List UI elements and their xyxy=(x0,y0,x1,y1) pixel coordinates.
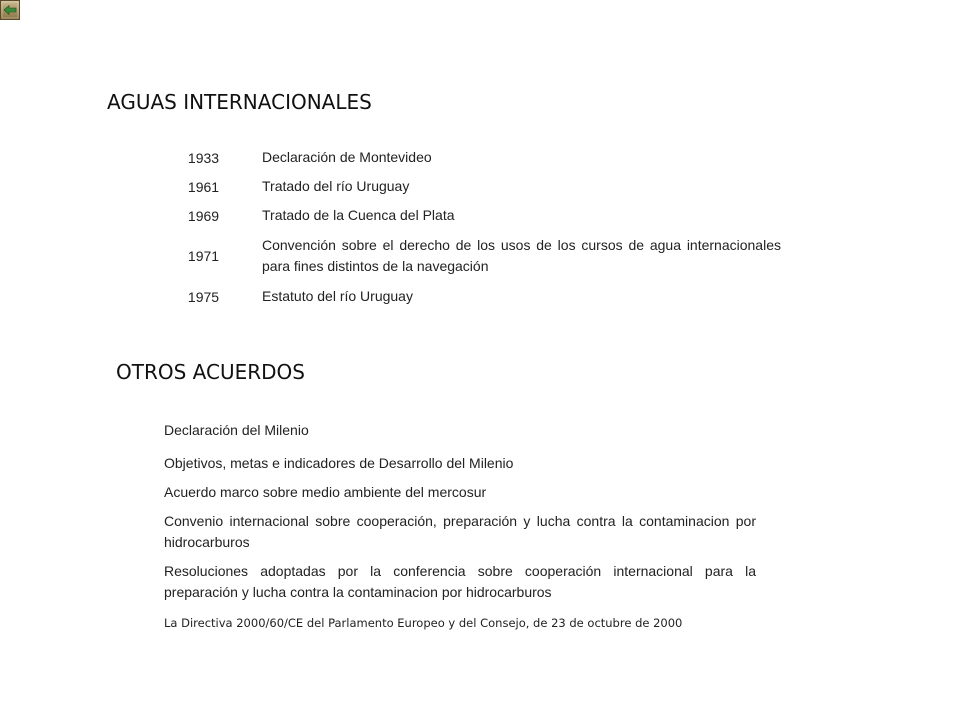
other-agreements-list xyxy=(164,420,756,634)
section-title-otros-acuerdos: OTROS ACUERDOS xyxy=(116,360,305,384)
treaties-table xyxy=(145,143,781,311)
treaty-year: 1975 xyxy=(187,288,220,305)
table-row xyxy=(145,172,781,201)
treaty-name: Tratado del río Uruguay xyxy=(262,178,410,194)
treaty-year: 1971 xyxy=(187,248,220,264)
list-item: La Directiva 2000/60/CE del Parlamento Europeo y del Consejo, de 23 de octubre de 2000 xyxy=(164,616,683,630)
treaty-name: Estatuto del río Uruguay xyxy=(262,288,413,304)
list-item: Resoluciones adoptadas por la conferencia sobre cooperación internacional para la preparación y lucha contra la contaminacion por hidrocarburos xyxy=(164,563,756,600)
treaty-year: 1969 xyxy=(187,207,220,224)
list-item: Declaración del Milenio xyxy=(164,422,309,438)
treaty-name: Convención sobre el derecho de los usos de los cursos de agua internacionales para fines distintos de la navegación xyxy=(262,237,781,274)
list-item: Objetivos, metas e indicadores de Desarrollo del Milenio xyxy=(164,455,514,471)
table-row xyxy=(145,143,781,172)
section-title-aguas-internacionales: AGUAS INTERNACIONALES xyxy=(107,90,372,114)
table-row xyxy=(145,230,781,282)
table-row xyxy=(145,282,781,311)
list-item: Acuerdo marco sobre medio ambiente del mercosur xyxy=(164,484,487,500)
treaty-year: 1933 xyxy=(187,149,220,166)
table-row xyxy=(145,201,781,230)
treaty-year: 1961 xyxy=(187,178,220,195)
back-arrow-icon xyxy=(1,1,19,19)
treaty-name: Declaración de Montevideo xyxy=(262,149,432,165)
back-button[interactable] xyxy=(0,0,20,20)
list-item: Convenio internacional sobre cooperación, preparación y lucha contra la contaminacion por hidrocarburos xyxy=(164,513,756,550)
treaty-name: Tratado de la Cuenca del Plata xyxy=(262,207,455,223)
